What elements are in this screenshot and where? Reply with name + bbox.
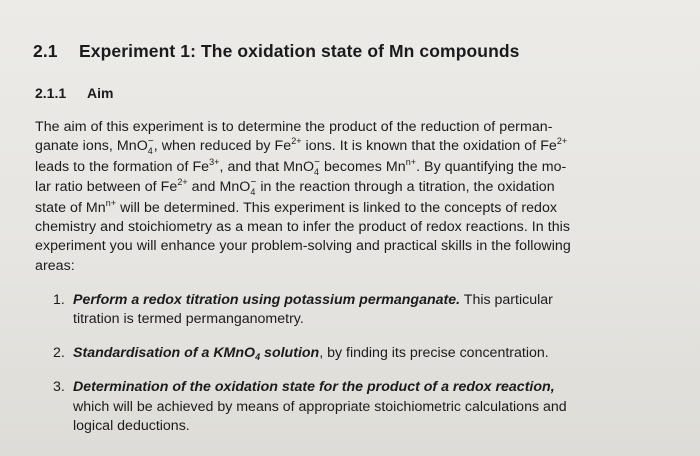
paragraph-line: chemistry and stoichiometry as a mean to infer the product of redox reactions. In this — [35, 219, 571, 236]
paragraph-line: leads to the formation of $Fe^{3+}$, and that MnO$_4$− becomes $Mn^{n+}$. By quantifying the mo- — [35, 156, 567, 177]
subsection-heading — [35, 85, 113, 101]
list-number: 3. — [53, 379, 65, 396]
list-item-emphasis: Standardisation of a KMnO$_4$ solution — [73, 344, 320, 362]
list-item-emphasis: Perform a redox titration using potassium permanganate. — [73, 292, 461, 308]
paragraph-line: experiment you will enhance your problem-solving and practical skills in the following — [35, 238, 571, 255]
list-item: 3. Determination of the oxidation state for the product of a redox reaction, which will be achieved by means of appropriate stoichiometric calculations and logical deductions. — [53, 379, 567, 435]
paragraph-line: areas: — [35, 257, 75, 274]
paragraph-line: lar ratio between of $Fe^{2+}$ and MnO$_4$− in the reaction through a titration, the oxidation — [35, 177, 555, 198]
list-item: 1. Perform a redox titration using potassium permanganate. This particular titration is termed permanganometry. — [53, 292, 553, 328]
paragraph-line: state of $Mn^{n+}$ will be determined. This experiment is linked to the concepts of redox — [35, 197, 558, 216]
list-number: 2. — [53, 344, 65, 361]
paragraph-line: The aim of this experiment is to determine the product of the reduction of perman- — [35, 119, 553, 135]
section-number: 2.1 — [33, 41, 58, 61]
aims-list — [35, 291, 675, 450]
list-number: 1. — [53, 292, 65, 308]
subsection-number: 2.1.1 — [35, 85, 67, 101]
section-title: Experiment 1: The oxidation state of Mn compounds — [79, 41, 520, 61]
list-item: 2. Standardisation of a KMnO$_4$ solution, by finding its precise concentration. — [53, 344, 549, 362]
aim-paragraph — [35, 118, 675, 276]
section-heading — [33, 41, 520, 62]
permanganate-formula: $_4$− — [314, 156, 320, 177]
subsection-title: Aim — [87, 85, 114, 101]
permanganate-formula: $_4$− — [147, 136, 154, 157]
paragraph-line: ganate ions, MnO$_4$−, when reduced by $Fe^{2+}$ ions. It is known that the oxidation of $Fe^{2+}$ — [35, 136, 568, 157]
permanganate-formula: $_4$− — [250, 177, 257, 198]
list-item-emphasis: Determination of the oxidation state for the product of a redox reaction, — [73, 379, 555, 396]
